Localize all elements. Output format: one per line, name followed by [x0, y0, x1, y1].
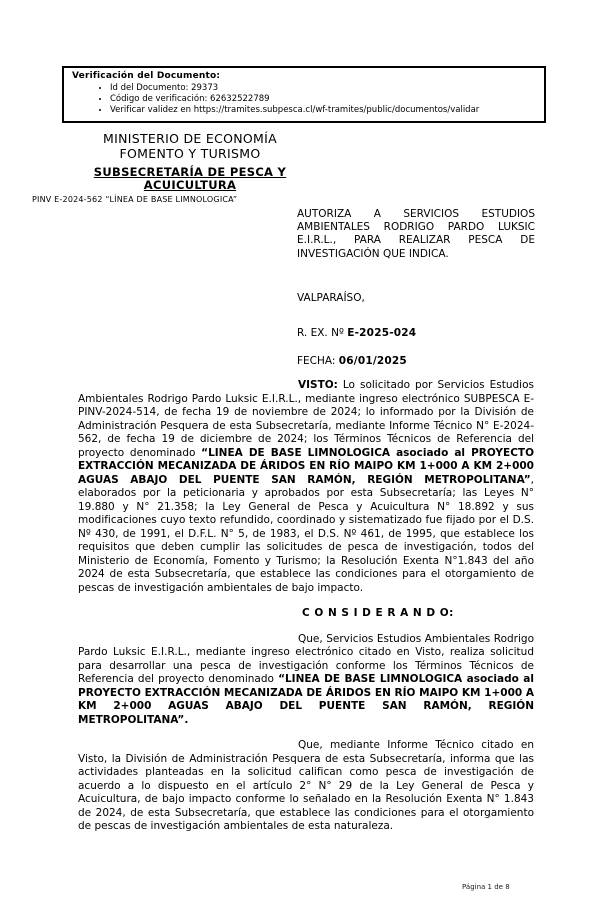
- considerando-paragraph-2: Que, mediante Informe Técnico citado en Visto, la División de Administración Pesquera de esta Subsecretaría, informa que las actividades planteadas en la solicitud califican como pesca de investigación de acuerdo a lo dispuesto en el artículo 2° N° 29 de la Ley General de Pesca y Acuicultura, de bajo impacto conforme lo señalado en la Resolución Exenta N° 1.843 de 2024, de esta Subsecretaría, que establece las condiciones para el otorgamiento de pescas de investigación ambientales de esta naturaleza.: [78, 739, 534, 832]
- considerando-paragraph-1: Que, Servicios Estudios Ambientales Rodrigo Pardo Luksic E.I.R.L., mediante ingreso electrónico citado en Visto, realiza solicitud para desarrollar una pesca de investigación conforme los Términos Técnicos de Referencia del proyecto denominado “LINEA DE BASE LIMNOLOGICA asociado al PROYECTO EXTRACCIÓN MECANIZADA DE ÁRIDOS EN RÍO MAIPO KM 1+000 A KM 2+000 AGUAS ABAJO DEL PUENTE SAN RAMÓN, REGIÓN METROPOLITANA”.: [78, 632, 534, 726]
- project-reference: PINV E-2024-562 “LÍNEA DE BASE LIMNOLOGICA”: [32, 195, 238, 204]
- considerando-heading: C O N S I D E R A N D O:: [302, 607, 454, 619]
- resolution-date-label: FECHA:: [297, 355, 339, 367]
- resolution-number-label: R. EX. Nº: [297, 327, 348, 339]
- verification-item-code: • Código de verificación: 62632522789: [110, 94, 540, 105]
- verification-item-url: • Verificar validez en https://tramites.subpesca.cl/wf-tramites/public/documentos/validar: [110, 105, 540, 116]
- ministry-header: [40, 131, 340, 192]
- page-number: Página 1 de 8: [462, 883, 510, 891]
- city-line: VALPARAÍSO,: [297, 292, 365, 304]
- verification-item-document-id: • Id del Documento: 29373: [110, 83, 540, 94]
- resolution-number-line: [297, 327, 416, 339]
- resolution-date-line: [297, 355, 407, 367]
- verification-box: [62, 66, 546, 123]
- resolution-body: [78, 379, 534, 834]
- visto-paragraph: VISTO: Lo solicitado por Servicios Estudios Ambientales Rodrigo Pardo Luksic E.I.R.L., mediante ingreso electrónico SUBPESCA E-PINV-2024-514, de fecha 19 de noviembre de 2024; lo informado por la División de Administración Pesquera de esta Subsecretaría, mediante Informe Técnico N° E-2024-562, de fecha 19 de diciembre de 2024; los Términos Técnicos de Referencia del proyecto denominado “LINEA DE BASE LIMNOLOGICA asociado al PROYECTO EXTRACCIÓN MECANIZADA DE ÁRIDOS EN RÍO MAIPO KM 1+000 A KM 2+000 AGUAS ABAJO DEL PUENTE SAN RAMÓN, REGIÓN METROPOLITANA”, elaborados por la peticionaria y aprobados por esta Subsecretaría; las Leyes N° 19.880 y N° 21.358; la Ley General de Pesca y Acuicultura N° 18.892 y sus modificaciones cuyo texto refundido, coordinado y sistematizado fue fijado por el D.S. Nº 430, de 1991, el D.F.L. N° 5, de 1983, el D.S. Nº 461, de 1995, que establece los requisitos que deben cumplir las solicitudes de pesca de investigación, todos del Ministerio de Economía, Fomento y Turismo; la Resolución Exenta N°1.843 del año 2024 de esta Subsecretaría, que establece las condiciones para el otorgamiento de pescas de investigación ambientales de bajo impacto.: [78, 379, 534, 594]
- ministry-name-line2: FOMENTO Y TURISMO: [119, 146, 261, 161]
- subsecretaria-line2: ACUICULTURA: [143, 178, 237, 192]
- subsecretaria-line1: SUBSECRETARÍA DE PESCA Y: [93, 165, 287, 179]
- resolution-subject: AUTORIZA A SERVICIOS ESTUDIOS AMBIENTALES RODRIGO PARDO LUKSIC E.I.R.L., PARA REALIZAR PESCA DE INVESTIGACIÓN QUE INDICA.: [297, 208, 535, 260]
- resolution-date-value: 06/01/2025: [338, 355, 407, 367]
- ministry-name-line1: MINISTERIO DE ECONOMÍA: [103, 131, 277, 146]
- resolution-number-value: E-2025-024: [347, 327, 417, 339]
- verification-title: Verificación del Documento:: [72, 71, 221, 81]
- verification-list: [72, 83, 540, 116]
- subsecretaria-title: [40, 166, 340, 192]
